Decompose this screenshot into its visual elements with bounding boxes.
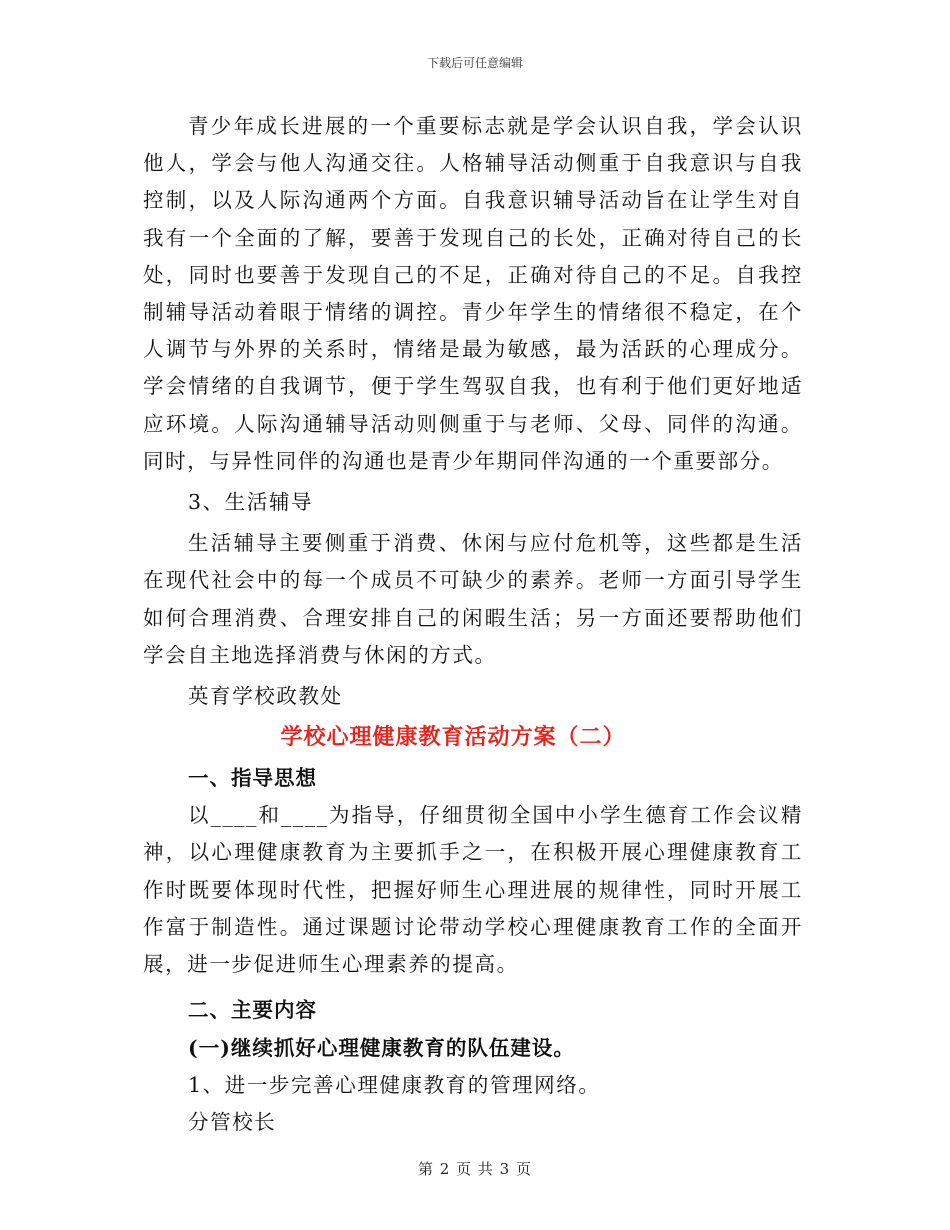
document-body: [143, 108, 803, 1142]
paragraph-personality-guidance: 青少年成长进展的一个重要标志就是学会认识自我，学会认识他人，学会与他人沟通交往。人格辅导活动侧重于自我意识与自我控制，以及人际沟通两个方面。自我意识辅导活动旨在让学生对自我有一个全面的了解，要善于发现自己的长处，正确对待自己的长处，同时也要善于发现自己的不足，正确对待自己的不足。自我控制辅导活动着眼于情绪的调控。青少年学生的情绪很不稳定，在个人调节与外界的关系时，情绪是最为敏感，最为活跃的心理成分。学会情绪的自我调节，便于学生驾驭自我，也有利于他们更好地适应环境。人际沟通辅导活动则侧重于与老师、父母、同伴的沟通。同时，与异性同伴的沟通也是青少年期同伴沟通的一个重要部分。: [143, 114, 803, 473]
section-heading-life-guidance: 3、生活辅导: [188, 490, 314, 515]
document-title: 学校心理健康教育活动方案（二）: [280, 724, 626, 751]
page-number: 第 2 页 共 3 页: [418, 1160, 532, 1178]
section-heading-main-content: 二、主要内容: [188, 998, 317, 1023]
subsection-heading-team-building: (一)继续抓好心理健康教育的队伍建设。: [188, 1036, 575, 1061]
signature-line: 英育学校政教处: [188, 684, 343, 709]
paragraph-life-guidance: 生活辅导主要侧重于消费、休闲与应付危机等，这些都是生活在现代社会中的每一个成员不可缺少的素养。老师一方面引导学生如何合理消费、合理安排自己的闲暇生活；另一方面还要帮助他们学会自主地选择消费与休闲的方式。: [143, 531, 803, 667]
list-item-management-network: 1、进一步完善心理健康教育的管理网络。: [188, 1073, 601, 1098]
section-heading-guiding-ideology: 一、指导思想: [188, 766, 317, 791]
page-header-note: 下载后可任意编辑: [426, 56, 523, 70]
paragraph-guiding-ideology: 以____和____为指导，仔细贯彻全国中小学生德育工作会议精神，以心理健康教育为主要抓手之一，在积极开展心理健康教育工作时既要体现时代性，把握好师生心理进展的规律性，同时开展工作富于制造性。通过课题讨论带动学校心理健康教育工作的全面开展，进一步促进师生心理素养的提高。: [143, 803, 803, 977]
list-item-deputy-principal: 分管校长: [188, 1110, 277, 1135]
spacer: [143, 983, 803, 991]
